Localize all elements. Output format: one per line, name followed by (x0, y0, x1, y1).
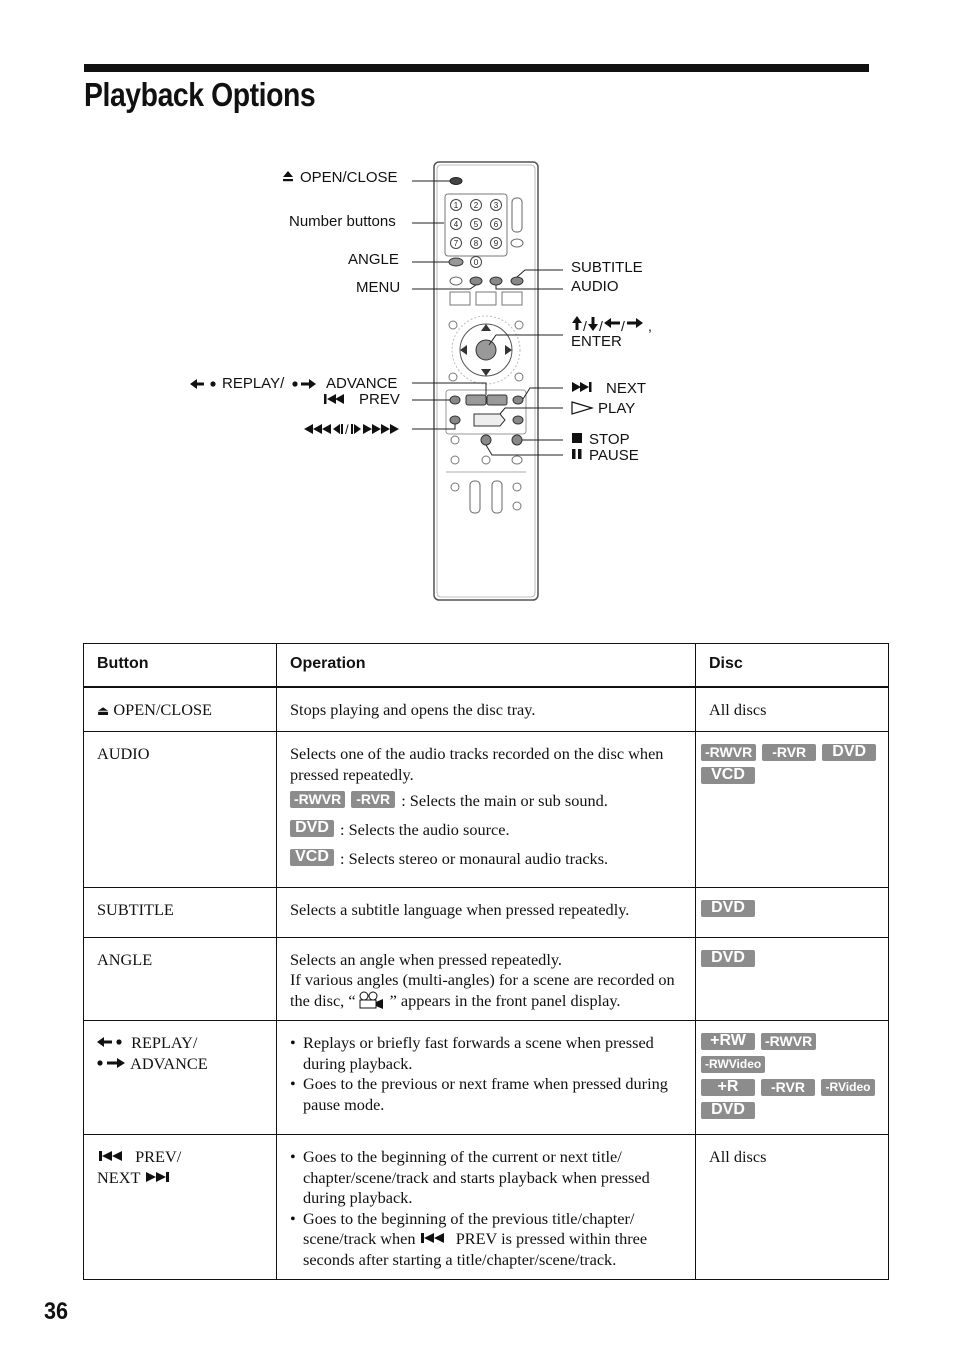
remote-forward-button (513, 416, 523, 424)
remote-subtitle-button (511, 277, 523, 285)
digit-2: 2 (473, 201, 479, 210)
enter-button (476, 340, 496, 360)
label-subtitle: SUBTITLE (571, 259, 643, 276)
badge-dvd: DVD (290, 820, 334, 837)
remote-rewind-button (450, 416, 460, 424)
badge-rvr: -RVR (762, 744, 816, 761)
badge-rwvr: -RWVR (761, 1033, 816, 1050)
header-disc: Disc (696, 644, 889, 687)
prev-icon (324, 394, 344, 404)
lower-button-3 (513, 502, 521, 510)
eject-icon (283, 171, 293, 181)
func-button-1 (450, 277, 462, 285)
remote-open-close-button (450, 178, 462, 185)
cell-operation: Stops playing and opens the disc tray. (277, 687, 696, 732)
cell-disc: All discs (696, 1135, 889, 1280)
nav-corner-button-2 (515, 321, 523, 329)
cell-operation (277, 937, 696, 1021)
remote-menu-button (470, 277, 482, 285)
nav-corner-button-1 (449, 321, 457, 329)
table-row-angle (84, 937, 889, 1021)
table-row-audio (84, 732, 889, 888)
page-title: Playback Options (84, 76, 316, 113)
label-enter: ENTER (571, 333, 622, 350)
cell-disc (696, 937, 889, 1021)
label-play: PLAY (598, 400, 636, 417)
badge-rvideo: -RVideo (821, 1079, 875, 1096)
next-icon (572, 382, 592, 392)
play-icon (572, 402, 592, 414)
remote-small-button-c (482, 456, 490, 464)
cell-button: REPLAY/ ADVANCE (84, 1021, 277, 1135)
label-advance: ADVANCE (326, 375, 398, 392)
cell-disc: All discs (696, 687, 889, 732)
badge-rwvideo: -RWVideo (701, 1056, 765, 1073)
label-prev: PREV (359, 391, 400, 408)
badge-rvr: -RVR (761, 1079, 815, 1096)
replay-bullet-1: • Replays or briefly fast forwards a scene when pressed during playback. (290, 1033, 682, 1074)
camera-icon (356, 991, 386, 1009)
remote-small-button-b (451, 456, 459, 464)
prevnext-bullet-1: • Goes to the beginning of the current or next title/ chapter/scene/track and starts playback when pressed during playback. (290, 1147, 682, 1209)
label-audio: AUDIO (571, 278, 619, 295)
remote-replay-button (466, 395, 486, 405)
svg-text:,: , (648, 318, 652, 334)
remote-next-button (513, 396, 523, 404)
right-small-button (511, 239, 523, 247)
next-icon (144, 1171, 178, 1183)
badge-rvr: -RVR (351, 791, 395, 808)
replay-icon (190, 379, 216, 389)
stop-icon (572, 433, 582, 443)
label-replay: REPLAY/ (222, 375, 285, 392)
rect-button-3 (502, 292, 522, 305)
svg-text:/: / (345, 422, 349, 437)
label-stop: STOP (589, 431, 630, 448)
digit-7: 7 (453, 239, 459, 248)
svg-text:/: / (599, 318, 603, 334)
cell-operation (277, 1135, 696, 1280)
page-number: 36 (44, 1298, 69, 1325)
cell-button: AUDIO (84, 732, 277, 888)
label-open-close: OPEN/CLOSE (300, 169, 398, 186)
cell-operation: Selects a subtitle language when pressed repeatedly. (277, 888, 696, 938)
digit-9: 9 (493, 239, 499, 248)
cell-disc (696, 732, 889, 888)
angle-line2: If various angles (multi-angles) for a scene are recorded on the disc, “ ” appears in the front panel display. (290, 970, 675, 1010)
audio-line-rw: -RWVR -RVR : Selects the main or sub sound. (290, 791, 682, 814)
badge-dvd: DVD (822, 744, 876, 761)
header-button: Button (84, 644, 277, 687)
cell-operation (277, 732, 696, 888)
volume-rocker (512, 198, 522, 232)
label-number-buttons: Number buttons (289, 213, 396, 230)
svg-text:/: / (583, 318, 587, 334)
digit-1: 1 (453, 201, 459, 210)
digit-5: 5 (473, 220, 479, 229)
remote-angle-button (449, 258, 463, 266)
table-header-row (84, 644, 889, 687)
table-row-replay-advance (84, 1021, 889, 1135)
prev-icon (97, 1150, 131, 1162)
cell-button: ANGLE (84, 937, 277, 1021)
pause-icon (572, 449, 582, 459)
playback-options-table (83, 643, 889, 1280)
audio-intro: Selects one of the audio tracks recorded on the disc when pressed repeatedly. (290, 744, 664, 784)
nav-corner-button-3 (449, 373, 457, 381)
remote-small-button-d (512, 456, 522, 464)
cell-disc (696, 888, 889, 938)
table-row-open-close (84, 687, 889, 732)
badge-plus-r: +R (701, 1079, 755, 1096)
audio-line-dvd: DVD : Selects the audio source. (290, 820, 682, 843)
remote-pause-button (481, 435, 491, 445)
angle-line1: Selects an angle when pressed repeatedly. (290, 949, 562, 969)
cell-button: SUBTITLE (84, 888, 277, 938)
eject-icon: ⏏ (97, 703, 110, 719)
lower-button-1 (451, 483, 459, 491)
remote-audio-button (490, 277, 502, 285)
lower-button-2 (513, 483, 521, 491)
prev-icon (420, 1232, 452, 1244)
remote-advance-button (487, 395, 507, 405)
remote-small-button-a (451, 436, 459, 444)
badge-rwvr: -RWVR (701, 744, 756, 761)
lower-rocker-2 (492, 481, 502, 513)
header-operation: Operation (277, 644, 696, 687)
advance-icon (292, 379, 316, 389)
rewind-forward-icons (304, 422, 399, 437)
advance-icon (97, 1057, 127, 1069)
svg-text:/: / (621, 318, 625, 334)
badge-vcd: VCD (290, 849, 334, 866)
digit-4: 4 (453, 220, 459, 229)
table-row-prev-next (84, 1135, 889, 1280)
prevnext-bullet-2: • Goes to the beginning of the previous title/chapter/ scene/track when PREV is pressed within three seconds after starting a title/chapter/scene/track. (290, 1209, 682, 1271)
label-menu: MENU (356, 279, 401, 296)
remote-prev-button (450, 396, 460, 404)
arrow-keys-icon (572, 316, 652, 334)
badge-plus-rw: +RW (701, 1033, 755, 1050)
digit-8: 8 (473, 239, 479, 248)
label-next: NEXT (606, 380, 647, 397)
table-row-subtitle (84, 888, 889, 938)
badge-vcd: VCD (701, 767, 755, 784)
nav-corner-button-4 (515, 373, 523, 381)
badge-dvd: DVD (701, 950, 755, 967)
rect-button-2 (476, 292, 496, 305)
replay-icon (97, 1036, 127, 1048)
cell-button: PREV/ NEXT (84, 1135, 277, 1280)
remote-stop-button (512, 435, 522, 445)
remote-play-button (474, 414, 505, 426)
audio-line-vcd: VCD : Selects stereo or monaural audio tracks. (290, 849, 682, 872)
cell-disc (696, 1021, 889, 1135)
cell-button: ⏏ OPEN/CLOSE (84, 687, 277, 732)
header-rule (84, 64, 869, 72)
digit-3: 3 (493, 201, 499, 210)
badge-rwvr: -RWVR (290, 791, 345, 808)
label-angle: ANGLE (348, 251, 399, 268)
digit-6: 6 (493, 220, 499, 229)
rect-button-1 (450, 292, 470, 305)
badge-dvd: DVD (701, 900, 755, 917)
remote-control-figure (0, 150, 954, 610)
replay-bullet-2: • Goes to the previous or next frame when pressed during pause mode. (290, 1074, 682, 1115)
digit-0: 0 (473, 258, 479, 267)
lower-rocker-1 (470, 481, 480, 513)
cell-operation (277, 1021, 696, 1135)
badge-dvd: DVD (701, 1102, 755, 1119)
label-pause: PAUSE (589, 447, 639, 464)
